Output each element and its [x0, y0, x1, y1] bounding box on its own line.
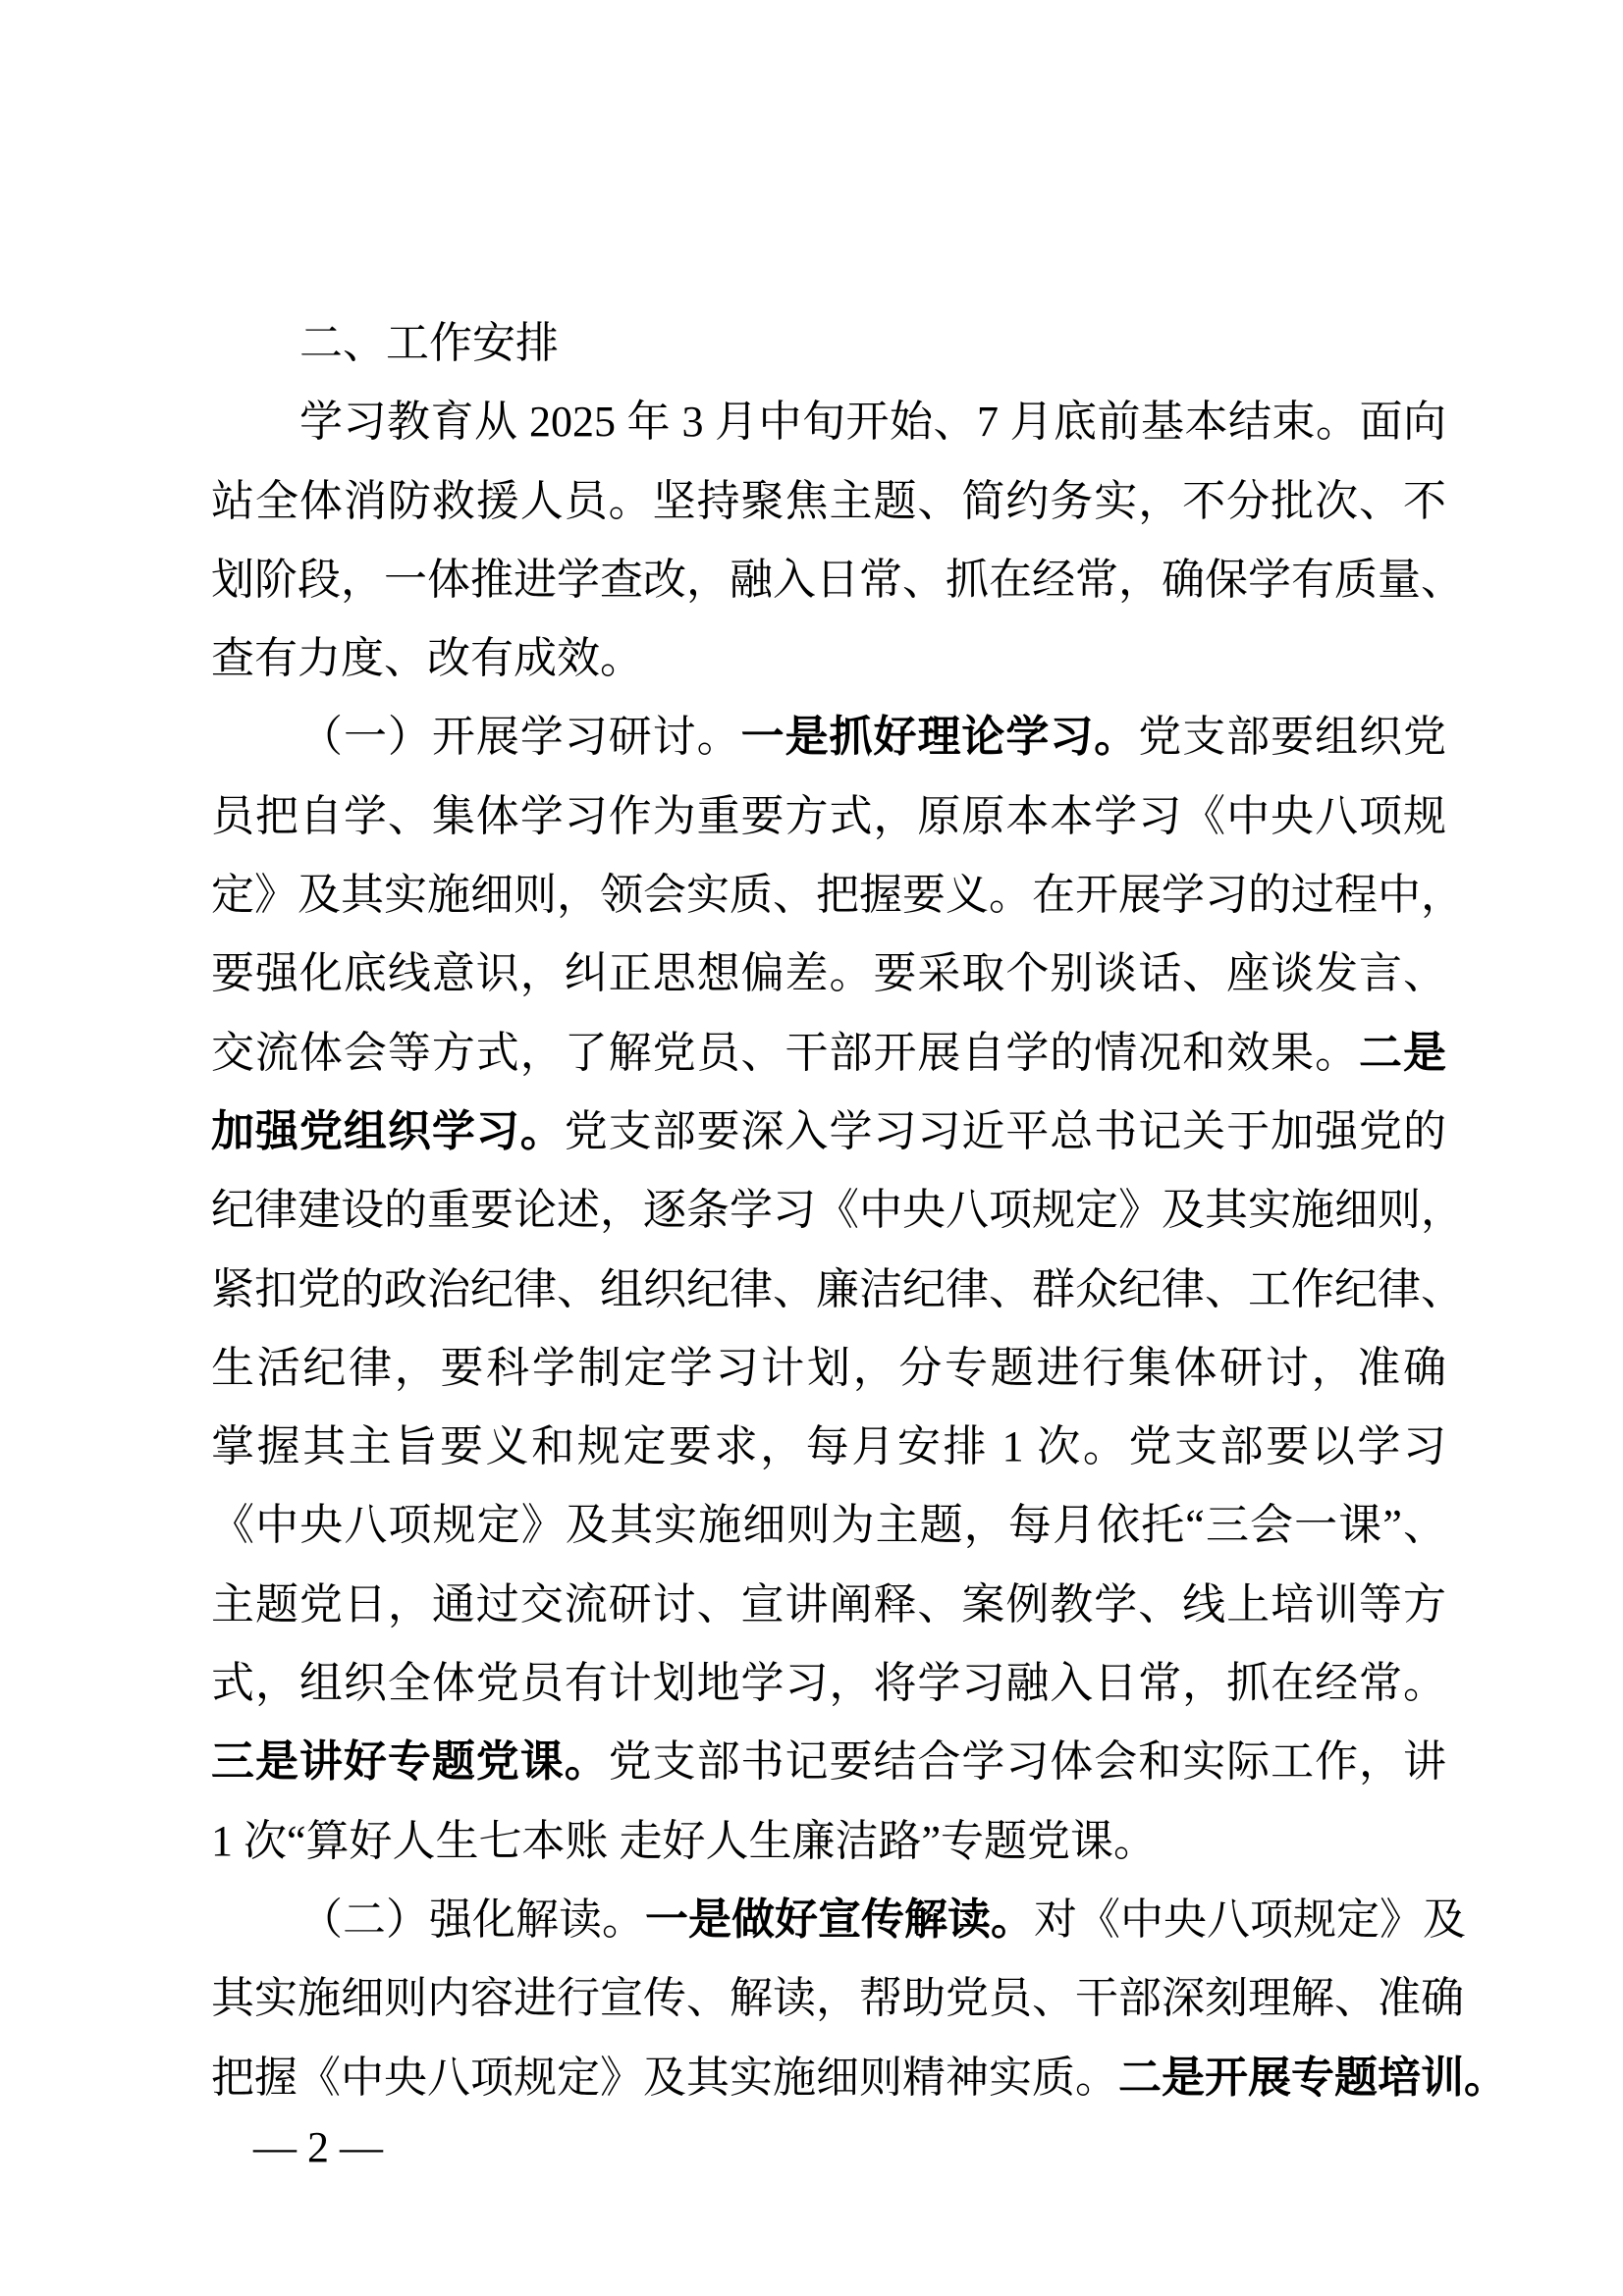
text-segment: 交流体会等方式，了解党员、干部开展自学的情况和效果。	[211, 1028, 1360, 1077]
text-line	[211, 619, 1446, 698]
text-segment: 查有力度、改有成效。	[211, 634, 643, 683]
text-line	[211, 541, 1464, 619]
bold-lead-phrase: 二是	[1359, 1028, 1447, 1077]
text-segment: 把握《中央八项规定》及其实施细则精神实质。	[211, 2053, 1118, 2102]
bold-lead-phrase: 加强党组织学习。	[211, 1106, 565, 1155]
bold-lead-phrase: 二是开展专题培训。	[1118, 2053, 1507, 2102]
text-segment: 划阶段，一体推进学查改，融入日常、抓在经常，确保学有质量、	[211, 555, 1464, 604]
text-segment: 紧扣党的政治纪律、组织纪律、廉洁纪律、群众纪律、工作纪律、	[211, 1264, 1464, 1313]
text-segment: 二、工作安排	[299, 319, 559, 367]
text-line	[211, 698, 1446, 776]
bold-lead-phrase: 一是抓好理论学习。	[740, 713, 1139, 762]
text-line	[211, 1408, 1446, 1486]
page-number: — 2 —	[253, 2123, 383, 2171]
text-segment: 定》及其实施细则，领会实质、把握要义。在开展学习的过程中，	[211, 871, 1464, 920]
text-segment: 1 次“算好人生七本账 走好人生廉洁路”专题党课。	[211, 1816, 1158, 1865]
text-line	[211, 1093, 1446, 1171]
text-line	[211, 1723, 1446, 1801]
bold-lead-phrase: 一是做好宣传解读。	[645, 1895, 1034, 1944]
bold-lead-phrase: 三是讲好专题党课。	[211, 1737, 609, 1787]
text-segment: 党支部书记要结合学习体会和实际工作，讲	[608, 1737, 1447, 1787]
text-segment: 纪律建设的重要论述，逐条学习《中央八项规定》及其实施细则，	[211, 1186, 1464, 1235]
text-line	[211, 1802, 1446, 1881]
text-line	[211, 462, 1446, 541]
text-line	[211, 383, 1446, 461]
text-segment: 生活纪律，要科学制定学习计划，分专题进行集体研讨，准确	[211, 1343, 1446, 1392]
text-line	[211, 1014, 1446, 1093]
text-segment: 党支部要组织党	[1138, 713, 1447, 762]
text-segment: 掌握其主旨要义和规定要求，每月安排 1 次。党支部要以学习	[211, 1422, 1446, 1471]
text-segment: 要强化底线意识，纠正思想偏差。要采取个别谈话、座谈发言、	[211, 949, 1446, 998]
text-segment: 《中央八项规定》及其实施细则为主题，每月依托“三会一课”、	[211, 1501, 1446, 1550]
text-line	[211, 856, 1464, 934]
text-line	[211, 1959, 1464, 2038]
text-line	[211, 1251, 1464, 1329]
text-segment: 站全体消防救援人员。坚持聚焦主题、简约务实，不分批次、不	[211, 476, 1446, 525]
text-line	[211, 1486, 1446, 1565]
text-segment: 党支部要深入学习习近平总书记关于加强党的	[564, 1106, 1446, 1155]
text-segment: 其实施细则内容进行宣传、解读，帮助党员、干部深刻理解、准确	[211, 1974, 1464, 2023]
text-line	[211, 1881, 1466, 1959]
text-line	[211, 1171, 1464, 1250]
text-segment: 学习教育从 2025 年 3 月中旬开始、7 月底前基本结束。面向	[299, 398, 1446, 447]
text-line	[211, 777, 1446, 856]
text-segment: 对《中央八项规定》及	[1034, 1895, 1466, 1944]
text-segment: （一）开展学习研讨。	[299, 713, 741, 762]
text-line	[211, 1566, 1446, 1644]
text-segment: 式，组织全体党员有计划地学习，将学习融入日常，抓在经常。	[211, 1659, 1446, 1708]
text-line	[211, 1329, 1446, 1408]
text-line	[211, 1644, 1446, 1723]
section-heading	[211, 304, 1446, 383]
document-body	[211, 304, 1507, 2117]
text-line	[211, 2039, 1507, 2117]
text-segment: 员把自学、集体学习作为重要方式，原原本本学习《中央八项规	[211, 791, 1446, 840]
text-line	[211, 934, 1446, 1013]
text-segment: 主题党日，通过交流研讨、宣讲阐释、案例教学、线上培训等方	[211, 1579, 1446, 1629]
text-segment: （二）强化解读。	[299, 1895, 645, 1944]
